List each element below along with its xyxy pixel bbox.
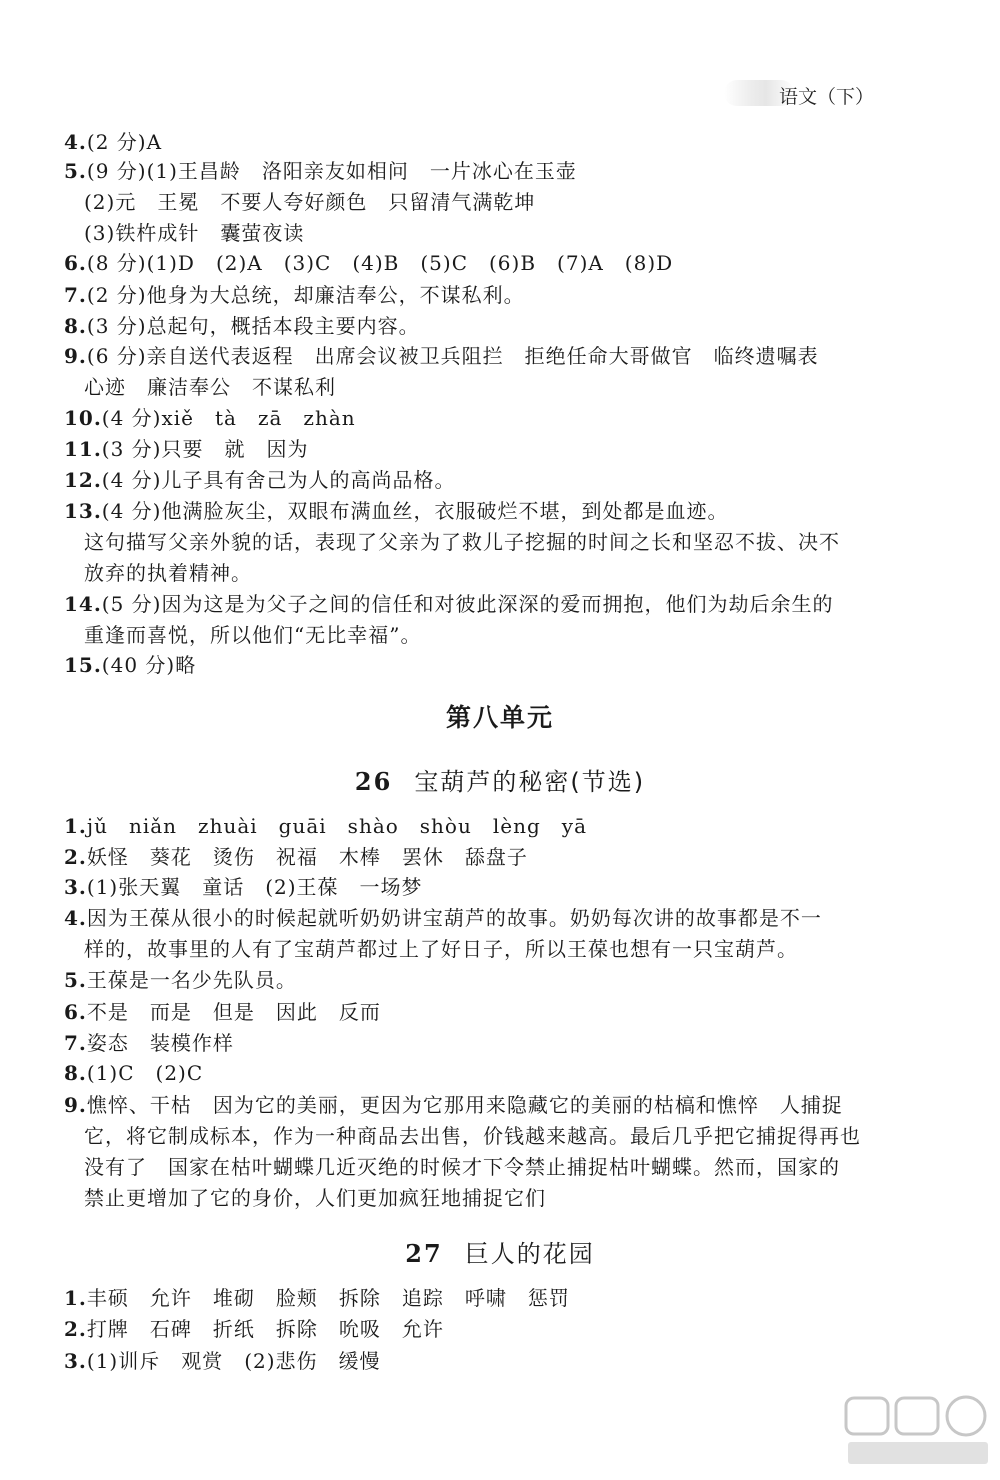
answer-text: jǔ niǎn zhuài guāi shào shòu lèng yā [86,814,587,838]
answer-text: 憔悴、干枯 因为它的美丽，更因为它那用来隐藏它的美丽的枯槁和憔悴 人捕捉 [86,1093,843,1117]
answer-line [84,935,954,963]
lesson-title [0,1234,1000,1269]
answer-line [84,219,954,247]
answer-line [84,528,954,556]
answer-text: (1)训斥 观赏 (2)悲伤 缓慢 [86,1349,381,1373]
answer-text: 它，将它制成标本，作为一种商品去出售，价钱越来越高。最后几乎把它捕捉得再也 [84,1124,861,1148]
answer-text: 这句描写父亲外貌的话，表现了父亲为了救儿子挖掘的时间之长和坚忍不拔、决不 [84,530,840,554]
answer-line [64,966,934,994]
answer-text: 妖怪 葵花 烫伤 祝福 木棒 罢休 舔盘子 [86,845,528,869]
answer-line [84,188,954,216]
answer-line [64,904,934,932]
answer-line [64,404,934,432]
answer-text: (1)张天翼 童话 (2)王葆 一场梦 [86,875,423,899]
answer-number: 7. [64,1031,87,1055]
answer-line [64,435,934,463]
answer-line [64,1284,934,1312]
answer-line [84,559,954,587]
answer-line [64,651,934,679]
answer-text: (8 分)(1)D (2)A (3)C (4)B (5)C (6)B (7)A (8)D [86,251,674,275]
lesson-number: 27 [405,1239,443,1268]
answer-text: 因为王葆从很小的时候起就听奶奶讲宝葫芦的故事。奶奶每次讲的故事都是不一 [86,906,822,930]
answer-text: (2)元 王冕 不要人夸好颜色 只留清气满乾坤 [84,190,536,214]
answer-number: 15. [64,653,102,677]
answer-number: 5. [64,968,87,992]
unit-title: 第八单元 [445,703,554,732]
lesson-name: 宝葫芦的秘密(节选) [414,768,646,796]
answer-line [64,1091,934,1119]
lesson-number: 26 [354,767,393,796]
answer-number: 11. [64,437,102,461]
answer-number: 3. [64,875,87,899]
answer-line [64,249,934,277]
answer-text: 重逢而喜悦，所以他们“无比幸福”。 [84,623,422,647]
answer-line [64,1315,934,1343]
answer-line [84,1184,954,1212]
answer-line [64,466,934,494]
answer-number: 8. [64,314,87,338]
answer-text: 放弃的执着精神。 [84,561,252,585]
answer-line [64,998,934,1026]
watermark-logo-icon [842,1392,992,1472]
answer-line [64,128,934,156]
answer-line [64,1347,934,1375]
answer-text: 禁止更增加了它的身价，人们更加疯狂地捕捉它们 [84,1186,546,1210]
answer-number: 4. [64,906,87,930]
answer-text: (9 分)(1)王昌龄 洛阳亲友如相问 一片冰心在玉壶 [86,159,577,183]
answer-line [64,157,934,185]
answer-line [64,590,934,618]
answer-number: 8. [64,1061,87,1085]
answer-text: (40 分)略 [101,653,197,677]
answer-text: (4 分)他满脸灰尘，双眼布满血丝，衣服破烂不堪，到处都是血迹。 [101,499,729,523]
answer-line [64,281,934,309]
answer-text: (3)铁杵成针 囊萤夜读 [84,221,305,245]
answer-text: (3 分)总起句，概括本段主要内容。 [86,314,420,338]
answer-number: 13. [64,499,102,523]
answer-number: 6. [64,1000,87,1024]
page-header: 语文（下） [778,86,874,108]
answer-line [64,1059,934,1087]
answer-line [84,621,954,649]
answer-text: 姿态 装模作样 [86,1031,234,1055]
answer-text: (6 分)亲自送代表返程 出席会议被卫兵阻拦 拒绝任命大哥做官 临终遗嘱表 [86,344,819,368]
answer-number: 7. [64,283,87,307]
answer-line [64,342,934,370]
answer-text: (4 分)儿子具有舍己为人的高尚品格。 [101,468,456,492]
lesson-name: 巨人的花园 [464,1240,595,1268]
answer-text: 不是 而是 但是 因此 反而 [86,1000,381,1024]
answer-text: (3 分)只要 就 因为 [101,437,309,461]
answer-text: (5 分)因为这是为父子之间的信任和对彼此深深的爱而拥抱，他们为劫后余生的 [101,592,834,616]
answer-number: 6. [64,251,87,275]
answer-text: (4 分)xiě tà zā zhàn [101,406,356,430]
answer-text: 心迹 廉洁奉公 不谋私利 [84,375,336,399]
answer-line [64,873,934,901]
answer-line [64,497,934,525]
answer-text: 王葆是一名少先队员。 [86,968,297,992]
answer-number: 12. [64,468,102,492]
answer-line [64,312,934,340]
answer-line [84,1122,954,1150]
answer-number: 9. [64,344,87,368]
answer-number: 2. [64,845,87,869]
answer-text: (1)C (2)C [86,1061,204,1085]
answer-line [64,812,934,840]
answer-number: 4. [64,130,87,154]
answer-line [64,843,934,871]
answer-line [84,1153,954,1181]
answer-text: 打牌 石碑 折纸 拆除 吮吸 允许 [86,1317,444,1341]
answer-text: (2 分)A [86,130,163,154]
answer-number: 9. [64,1093,87,1117]
answer-line [84,373,954,401]
answer-text: (2 分)他身为大总统，却廉洁奉公，不谋私利。 [86,283,525,307]
answer-number: 10. [64,406,102,430]
answer-number: 1. [64,814,87,838]
lesson-title [0,762,1000,797]
answer-text: 丰硕 允许 堆砌 脸颊 拆除 追踪 呼啸 惩罚 [86,1286,570,1310]
answer-number: 5. [64,159,87,183]
answer-text: 样的，故事里的人有了宝葫芦都过上了好日子，所以王葆也想有一只宝葫芦。 [84,937,798,961]
answer-line [64,1029,934,1057]
answer-number: 1. [64,1286,87,1310]
answer-number: 3. [64,1349,87,1373]
answer-text: 没有了 国家在枯叶蝴蝶几近灭绝的时候才下令禁止捕捉枯叶蝴蝶。然而，国家的 [84,1155,840,1179]
answer-number: 2. [64,1317,87,1341]
answer-number: 14. [64,592,102,616]
